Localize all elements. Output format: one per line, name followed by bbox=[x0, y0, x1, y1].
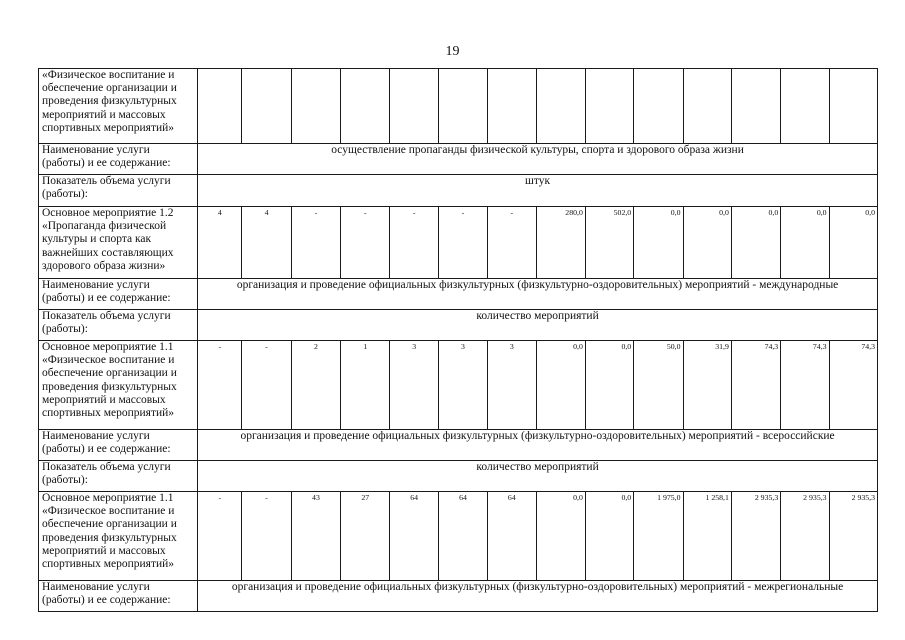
value-cell: 1 258,1 bbox=[683, 492, 731, 581]
row-label: «Физическое воспитание и обеспечение организации и проведения физкультурных мероприятий и массовых спортивных мероприятий» bbox=[39, 69, 198, 144]
value-cell: - bbox=[390, 207, 438, 279]
value-cell: 2 bbox=[291, 341, 340, 430]
row-label: Показатель объема услуги (работы): bbox=[39, 175, 198, 207]
row-description: организация и проведение официальных физкультурных (физкультурно-оздоровительных) мероприятий - международные bbox=[198, 279, 878, 310]
row-description: количество мероприятий bbox=[198, 310, 878, 341]
value-cell bbox=[731, 69, 780, 144]
row-label: Наименование услуги (работы) и ее содержание: bbox=[39, 144, 198, 175]
value-cell: 2 935,3 bbox=[781, 492, 829, 581]
value-cell: 74,3 bbox=[731, 341, 780, 430]
value-cell bbox=[438, 69, 487, 144]
value-cell bbox=[634, 69, 683, 144]
value-cell: 64 bbox=[390, 492, 438, 581]
value-cell: 27 bbox=[341, 492, 390, 581]
value-cell: 0,0 bbox=[536, 341, 585, 430]
value-cell: 280,0 bbox=[536, 207, 585, 279]
value-cell bbox=[488, 69, 536, 144]
value-cell: 50,0 bbox=[634, 341, 683, 430]
service-info-row bbox=[39, 144, 878, 175]
value-cell: 0,0 bbox=[585, 492, 633, 581]
value-cell: - bbox=[341, 207, 390, 279]
value-cell: 2 935,3 bbox=[731, 492, 780, 581]
value-cell: 3 bbox=[488, 341, 536, 430]
row-label: Основное мероприятие 1.2 «Пропаганда физической культуры и спорта как важнейших составляющих здорового образа жизни» bbox=[39, 207, 198, 279]
value-cell: 64 bbox=[488, 492, 536, 581]
value-cell: - bbox=[291, 207, 340, 279]
row-description: штук bbox=[198, 175, 878, 207]
page-number: 19 bbox=[445, 44, 460, 59]
service-info-row bbox=[39, 310, 878, 341]
value-cell: 2 935,3 bbox=[829, 492, 877, 581]
value-cell bbox=[683, 69, 731, 144]
value-cell: 0,0 bbox=[585, 341, 633, 430]
row-label: Наименование услуги (работы) и ее содержание: bbox=[39, 581, 198, 612]
row-label: Основное мероприятие 1.1 «Физическое воспитание и обеспечение организации и проведения физкультурных мероприятий и массовых спортивных мероприятий» bbox=[39, 492, 198, 581]
value-cell bbox=[781, 69, 829, 144]
value-cell: 0,0 bbox=[683, 207, 731, 279]
value-cell: 1 975,0 bbox=[634, 492, 683, 581]
value-cell: - bbox=[242, 341, 291, 430]
value-cell: 4 bbox=[242, 207, 291, 279]
value-cell: - bbox=[488, 207, 536, 279]
service-info-row bbox=[39, 279, 878, 310]
value-cell: - bbox=[438, 207, 487, 279]
value-cell: 0,0 bbox=[781, 207, 829, 279]
event-row bbox=[39, 69, 878, 144]
service-table bbox=[38, 68, 878, 612]
row-description: осуществление пропаганды физической культуры, спорта и здорового образа жизни bbox=[198, 144, 878, 175]
value-cell: 3 bbox=[438, 341, 487, 430]
row-description: организация и проведение официальных физкультурных (физкультурно-оздоровительных) мероприятий - межрегиональные bbox=[198, 581, 878, 612]
value-cell: 64 bbox=[438, 492, 487, 581]
value-cell: 0,0 bbox=[536, 492, 585, 581]
value-cell: 3 bbox=[390, 341, 438, 430]
service-info-row bbox=[39, 430, 878, 461]
value-cell bbox=[829, 69, 877, 144]
value-cell: 43 bbox=[291, 492, 340, 581]
value-cell: 74,3 bbox=[829, 341, 877, 430]
value-cell: 31,9 bbox=[683, 341, 731, 430]
event-row bbox=[39, 341, 878, 430]
row-label: Основное мероприятие 1.1 «Физическое воспитание и обеспечение организации и проведения физкультурных мероприятий и массовых спортивных мероприятий» bbox=[39, 341, 198, 430]
value-cell: 1 bbox=[341, 341, 390, 430]
value-cell: 74,3 bbox=[781, 341, 829, 430]
row-description: количество мероприятий bbox=[198, 461, 878, 492]
value-cell bbox=[291, 69, 340, 144]
row-label: Наименование услуги (работы) и ее содержание: bbox=[39, 430, 198, 461]
value-cell: 502,0 bbox=[585, 207, 633, 279]
value-cell: 0,0 bbox=[829, 207, 877, 279]
row-description: организация и проведение официальных физкультурных (физкультурно-оздоровительных) мероприятий - всероссийские bbox=[198, 430, 878, 461]
row-label: Показатель объема услуги (работы): bbox=[39, 310, 198, 341]
value-cell bbox=[198, 69, 242, 144]
value-cell: 4 bbox=[198, 207, 242, 279]
value-cell: - bbox=[198, 492, 242, 581]
value-cell bbox=[536, 69, 585, 144]
value-cell bbox=[390, 69, 438, 144]
service-info-row bbox=[39, 581, 878, 612]
value-cell: 0,0 bbox=[731, 207, 780, 279]
row-label: Наименование услуги (работы) и ее содержание: bbox=[39, 279, 198, 310]
service-info-row bbox=[39, 461, 878, 492]
service-info-row bbox=[39, 175, 878, 207]
event-row bbox=[39, 207, 878, 279]
value-cell bbox=[242, 69, 291, 144]
event-row bbox=[39, 492, 878, 581]
row-label: Показатель объема услуги (работы): bbox=[39, 461, 198, 492]
value-cell: - bbox=[242, 492, 291, 581]
value-cell bbox=[341, 69, 390, 144]
value-cell: - bbox=[198, 341, 242, 430]
value-cell bbox=[585, 69, 633, 144]
value-cell: 0,0 bbox=[634, 207, 683, 279]
